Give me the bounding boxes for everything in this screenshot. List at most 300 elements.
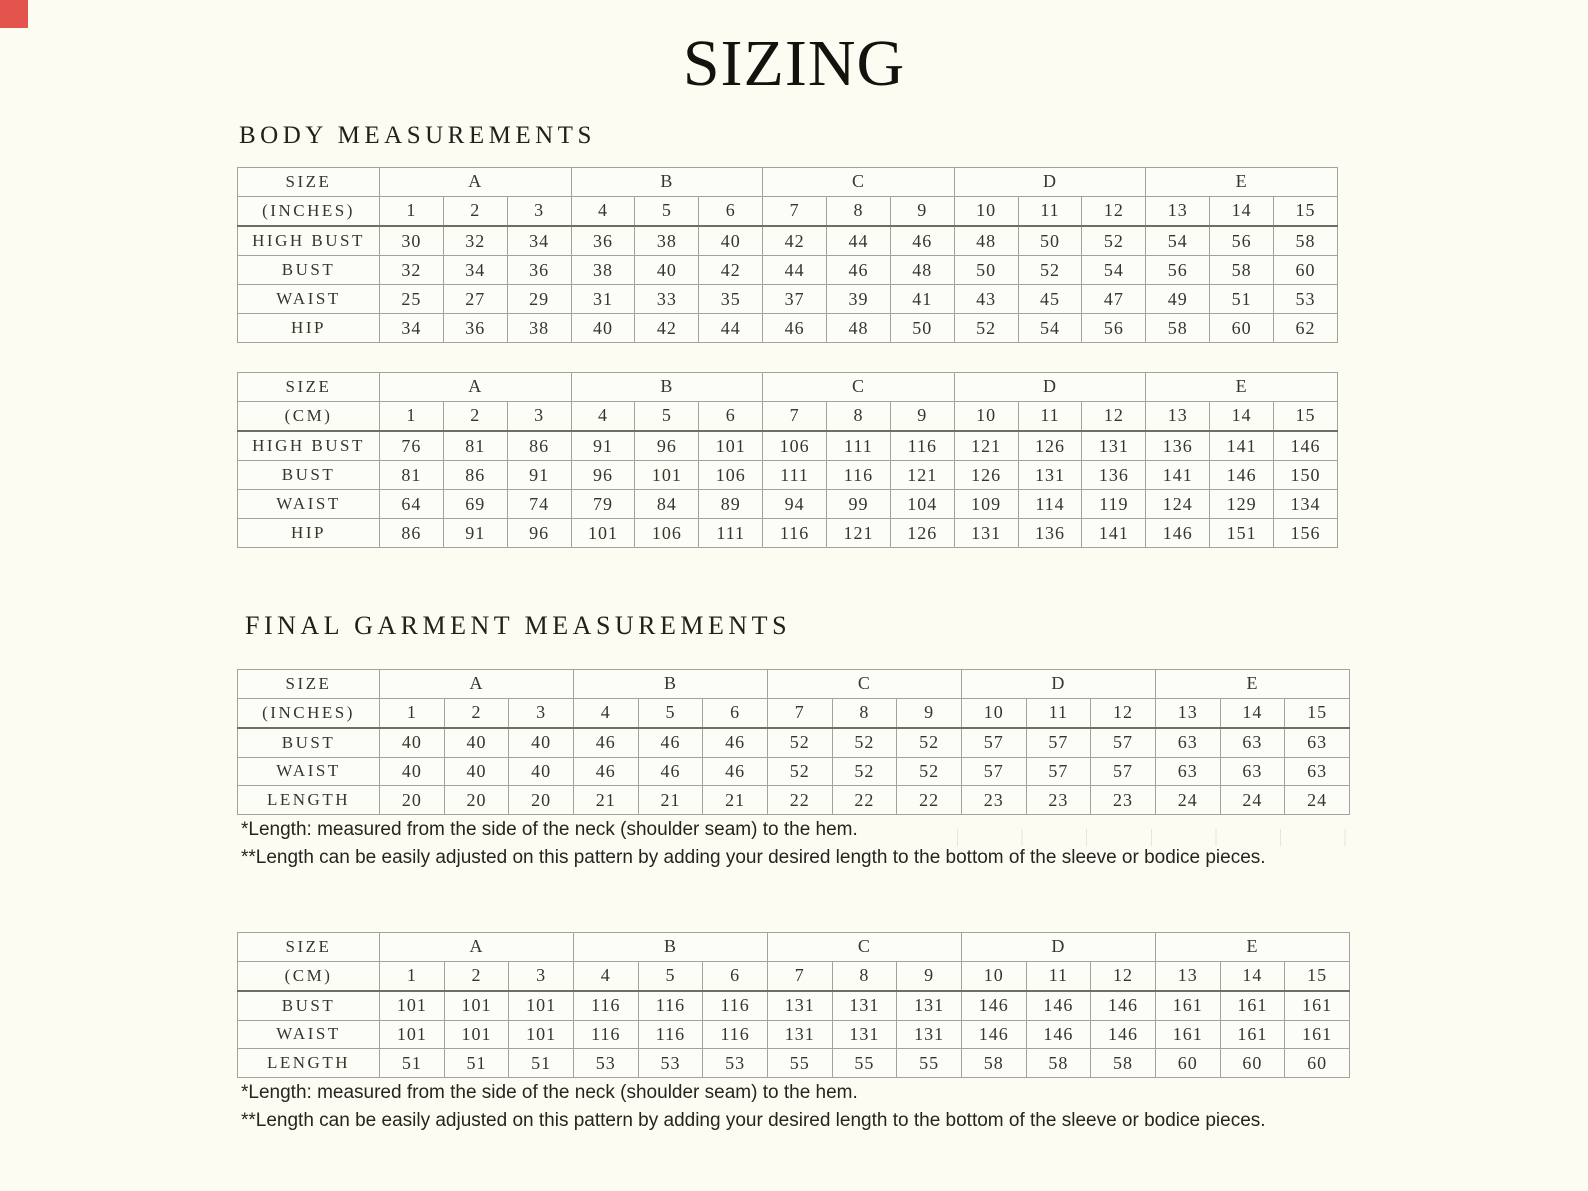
measurement-cell: 101: [380, 991, 445, 1020]
measurement-cell: 161: [1155, 1020, 1220, 1049]
size-number-cell: 6: [703, 961, 768, 990]
size-number-cell: 2: [443, 196, 507, 226]
size-table: [237, 372, 1338, 548]
measurement-row: [238, 519, 1338, 548]
group-header-cell: E: [1146, 373, 1338, 402]
size-number-cell: 10: [954, 401, 1018, 431]
size-number-cell: 10: [961, 961, 1026, 990]
group-header-cell: D: [961, 933, 1155, 962]
measurement-cell: 52: [897, 728, 962, 757]
measurement-cell: 20: [444, 786, 509, 815]
measurement-row: [238, 314, 1338, 343]
measurement-cell: 40: [444, 728, 509, 757]
measurement-cell: 56: [1210, 226, 1274, 256]
size-number-cell: 13: [1146, 401, 1210, 431]
measurement-cell: 46: [638, 757, 703, 786]
size-number-cell: 5: [638, 698, 703, 727]
measurement-cell: 60: [1210, 314, 1274, 343]
measurement-cell: 21: [573, 786, 638, 815]
row-label-cell: HIGH BUST: [238, 226, 380, 256]
measurement-cell: 34: [507, 226, 571, 256]
size-number-cell: 4: [573, 961, 638, 990]
group-header-cell: A: [380, 933, 574, 962]
size-number-cell: 15: [1285, 698, 1350, 727]
measurement-cell: 141: [1146, 461, 1210, 490]
size-number-cell: 3: [507, 401, 571, 431]
group-header-cell: B: [573, 670, 767, 699]
group-header-cell: B: [573, 933, 767, 962]
measurement-cell: 46: [638, 728, 703, 757]
length-note-1: *Length: measured from the side of the neck (shoulder seam) to the hem.: [241, 1082, 858, 1103]
measurement-cell: 62: [1274, 314, 1338, 343]
measurement-cell: 46: [703, 757, 768, 786]
group-header-cell: D: [954, 373, 1146, 402]
measurement-cell: 116: [573, 991, 638, 1020]
measurement-cell: 101: [444, 991, 509, 1020]
measurement-cell: 106: [763, 431, 827, 461]
measurement-cell: 101: [635, 461, 699, 490]
measurement-cell: 131: [897, 991, 962, 1020]
size-number-cell: 6: [703, 698, 768, 727]
measurement-cell: 146: [961, 1020, 1026, 1049]
row-label-cell: WAIST: [238, 490, 380, 519]
measurement-cell: 81: [443, 431, 507, 461]
size-number-cell: 9: [890, 401, 954, 431]
measurement-cell: 79: [571, 490, 635, 519]
measurement-cell: 146: [1026, 1020, 1091, 1049]
measurement-row: [238, 786, 1350, 815]
measurement-cell: 55: [767, 1049, 832, 1078]
measurement-cell: 57: [1026, 728, 1091, 757]
measurement-cell: 146: [1274, 431, 1338, 461]
measurement-cell: 86: [380, 519, 444, 548]
measurement-cell: 58: [1274, 226, 1338, 256]
group-header-cell: A: [380, 373, 572, 402]
measurement-cell: 58: [1091, 1049, 1156, 1078]
size-number-cell: 8: [832, 698, 897, 727]
measurement-cell: 101: [699, 431, 763, 461]
measurement-cell: 116: [827, 461, 891, 490]
measurement-cell: 121: [890, 461, 954, 490]
measurement-cell: 151: [1210, 519, 1274, 548]
measurement-cell: 30: [380, 226, 444, 256]
measurement-cell: 141: [1210, 431, 1274, 461]
measurement-cell: 116: [703, 1020, 768, 1049]
group-header-cell: D: [954, 168, 1146, 197]
size-number-cell: 14: [1220, 961, 1285, 990]
measurement-cell: 116: [638, 1020, 703, 1049]
measurement-cell: 23: [961, 786, 1026, 815]
measurement-cell: 48: [954, 226, 1018, 256]
measurement-row: [238, 461, 1338, 490]
measurement-cell: 52: [767, 728, 832, 757]
length-note-1: *Length: measured from the side of the neck (shoulder seam) to the hem.: [241, 819, 858, 840]
measurement-cell: 161: [1285, 991, 1350, 1020]
size-number-cell: 15: [1285, 961, 1350, 990]
measurement-cell: 56: [1082, 314, 1146, 343]
measurement-cell: 126: [890, 519, 954, 548]
measurement-cell: 46: [573, 757, 638, 786]
measurement-cell: 136: [1018, 519, 1082, 548]
size-header-cell: SIZE: [238, 373, 380, 402]
measurement-cell: 114: [1018, 490, 1082, 519]
measurement-cell: 104: [890, 490, 954, 519]
group-header-cell: E: [1155, 933, 1349, 962]
measurement-cell: 34: [380, 314, 444, 343]
measurement-cell: 101: [380, 1020, 445, 1049]
row-label-cell: HIP: [238, 314, 380, 343]
size-number-cell: 7: [763, 196, 827, 226]
measurement-cell: 53: [1274, 285, 1338, 314]
row-label-cell: BUST: [238, 991, 380, 1020]
unit-label-cell: (INCHES): [238, 698, 380, 727]
size-header-cell: SIZE: [238, 670, 380, 699]
measurement-cell: 58: [1026, 1049, 1091, 1078]
size-number-cell: 1: [380, 698, 445, 727]
group-header-cell: C: [763, 168, 955, 197]
measurement-cell: 46: [703, 728, 768, 757]
measurement-cell: 126: [1018, 431, 1082, 461]
measurement-cell: 141: [1082, 519, 1146, 548]
unit-label-cell: (INCHES): [238, 196, 380, 226]
measurement-cell: 46: [827, 256, 891, 285]
measurement-cell: 116: [763, 519, 827, 548]
measurement-cell: 40: [380, 728, 445, 757]
measurement-cell: 41: [890, 285, 954, 314]
measurement-cell: 52: [767, 757, 832, 786]
measurement-row: [238, 431, 1338, 461]
row-label-cell: HIP: [238, 519, 380, 548]
measurement-cell: 131: [1082, 431, 1146, 461]
size-number-cell: 2: [444, 698, 509, 727]
measurement-cell: 64: [380, 490, 444, 519]
measurement-cell: 53: [573, 1049, 638, 1078]
measurement-cell: 25: [380, 285, 444, 314]
size-number-cell: 11: [1026, 961, 1091, 990]
size-number-cell: 7: [767, 698, 832, 727]
measurement-cell: 53: [638, 1049, 703, 1078]
measurement-cell: 55: [897, 1049, 962, 1078]
measurement-cell: 89: [699, 490, 763, 519]
measurement-cell: 91: [571, 431, 635, 461]
measurement-cell: 101: [571, 519, 635, 548]
row-label-cell: LENGTH: [238, 786, 380, 815]
group-header-cell: C: [767, 933, 961, 962]
measurement-cell: 109: [954, 490, 1018, 519]
measurement-cell: 51: [1210, 285, 1274, 314]
group-header-cell: B: [571, 168, 763, 197]
measurement-cell: 121: [954, 431, 1018, 461]
measurement-cell: 96: [507, 519, 571, 548]
size-header-cell: SIZE: [238, 168, 380, 197]
size-number-cell: 3: [509, 961, 574, 990]
measurement-cell: 63: [1155, 728, 1220, 757]
measurement-cell: 116: [573, 1020, 638, 1049]
measurement-cell: 29: [507, 285, 571, 314]
measurement-cell: 111: [699, 519, 763, 548]
size-number-cell: 10: [961, 698, 1026, 727]
size-number-cell: 12: [1091, 961, 1156, 990]
measurement-cell: 38: [635, 226, 699, 256]
measurement-cell: 111: [827, 431, 891, 461]
size-number-cell: 9: [890, 196, 954, 226]
size-number-cell: 13: [1155, 698, 1220, 727]
size-number-cell: 4: [571, 401, 635, 431]
measurement-cell: 116: [638, 991, 703, 1020]
measurement-cell: 27: [443, 285, 507, 314]
measurement-cell: 106: [635, 519, 699, 548]
size-number-cell: 2: [444, 961, 509, 990]
measurement-cell: 39: [827, 285, 891, 314]
measurement-cell: 22: [767, 786, 832, 815]
length-note-2: **Length can be easily adjusted on this pattern by adding your desired length to the bottom of the sleeve or bodice pieces.: [241, 847, 1266, 868]
size-number-cell: 1: [380, 196, 444, 226]
measurement-cell: 22: [897, 786, 962, 815]
measurement-cell: 57: [1091, 757, 1156, 786]
measurement-cell: 119: [1082, 490, 1146, 519]
measurement-cell: 54: [1018, 314, 1082, 343]
size-header-cell: SIZE: [238, 933, 380, 962]
length-notes-cm: [241, 1083, 1421, 1139]
measurement-cell: 48: [890, 256, 954, 285]
group-header-cell: C: [763, 373, 955, 402]
measurement-cell: 46: [890, 226, 954, 256]
measurement-cell: 101: [509, 1020, 574, 1049]
measurement-cell: 121: [827, 519, 891, 548]
size-table: [237, 932, 1350, 1078]
measurement-cell: 131: [767, 991, 832, 1020]
measurement-cell: 50: [890, 314, 954, 343]
size-number-cell: 1: [380, 961, 445, 990]
measurement-cell: 50: [954, 256, 1018, 285]
measurement-cell: 22: [832, 786, 897, 815]
size-number-cell: 5: [635, 196, 699, 226]
measurement-cell: 146: [961, 991, 1026, 1020]
length-note-2: **Length can be easily adjusted on this pattern by adding your desired length to the bottom of the sleeve or bodice pieces.: [241, 1110, 1266, 1131]
measurement-cell: 36: [507, 256, 571, 285]
measurement-cell: 136: [1082, 461, 1146, 490]
measurement-cell: 49: [1146, 285, 1210, 314]
measurement-cell: 60: [1274, 256, 1338, 285]
measurement-cell: 161: [1155, 991, 1220, 1020]
measurement-row: [238, 285, 1338, 314]
measurement-cell: 42: [699, 256, 763, 285]
size-number-cell: 14: [1220, 698, 1285, 727]
measurement-cell: 40: [444, 757, 509, 786]
measurement-cell: 58: [961, 1049, 1026, 1078]
measurement-cell: 21: [703, 786, 768, 815]
row-label-cell: WAIST: [238, 1020, 380, 1049]
size-number-cell: 8: [832, 961, 897, 990]
measurement-cell: 69: [443, 490, 507, 519]
measurement-cell: 56: [1146, 256, 1210, 285]
size-number-cell: 5: [638, 961, 703, 990]
measurement-cell: 63: [1285, 757, 1350, 786]
measurement-cell: 131: [954, 519, 1018, 548]
measurement-cell: 161: [1285, 1020, 1350, 1049]
measurement-cell: 40: [635, 256, 699, 285]
measurement-cell: 21: [638, 786, 703, 815]
measurement-cell: 91: [443, 519, 507, 548]
measurement-cell: 156: [1274, 519, 1338, 548]
body-measurements-inches-table: [237, 167, 1338, 343]
measurement-cell: 146: [1146, 519, 1210, 548]
measurement-cell: 136: [1146, 431, 1210, 461]
measurement-cell: 96: [635, 431, 699, 461]
measurement-cell: 124: [1146, 490, 1210, 519]
measurement-cell: 146: [1091, 991, 1156, 1020]
measurement-cell: 31: [571, 285, 635, 314]
measurement-cell: 63: [1220, 728, 1285, 757]
measurement-cell: 131: [767, 1020, 832, 1049]
measurement-row: [238, 757, 1350, 786]
group-header-cell: C: [767, 670, 961, 699]
measurement-cell: 36: [571, 226, 635, 256]
measurement-cell: 35: [699, 285, 763, 314]
final-garment-cm-table: [237, 932, 1350, 1078]
measurement-cell: 57: [1091, 728, 1156, 757]
row-label-cell: WAIST: [238, 757, 380, 786]
measurement-cell: 32: [443, 226, 507, 256]
measurement-cell: 63: [1220, 757, 1285, 786]
measurement-cell: 146: [1210, 461, 1274, 490]
measurement-cell: 50: [1018, 226, 1082, 256]
measurement-cell: 40: [571, 314, 635, 343]
measurement-cell: 33: [635, 285, 699, 314]
measurement-cell: 23: [1091, 786, 1156, 815]
measurement-cell: 23: [1026, 786, 1091, 815]
measurement-cell: 54: [1146, 226, 1210, 256]
row-label-cell: LENGTH: [238, 1049, 380, 1078]
measurement-cell: 24: [1220, 786, 1285, 815]
measurement-cell: 53: [703, 1049, 768, 1078]
size-number-cell: 9: [897, 698, 962, 727]
size-number-cell: 8: [827, 196, 891, 226]
measurement-cell: 52: [832, 757, 897, 786]
measurement-cell: 47: [1082, 285, 1146, 314]
row-label-cell: BUST: [238, 728, 380, 757]
size-number-cell: 3: [507, 196, 571, 226]
measurement-cell: 52: [1082, 226, 1146, 256]
size-number-cell: 12: [1082, 196, 1146, 226]
measurement-row: [238, 1049, 1350, 1078]
measurement-cell: 51: [444, 1049, 509, 1078]
measurement-cell: 44: [763, 256, 827, 285]
measurement-cell: 51: [509, 1049, 574, 1078]
group-header-cell: A: [380, 670, 574, 699]
row-label-cell: WAIST: [238, 285, 380, 314]
measurement-cell: 101: [444, 1020, 509, 1049]
size-table: [237, 669, 1350, 815]
measurement-cell: 84: [635, 490, 699, 519]
measurement-row: [238, 1020, 1350, 1049]
measurement-cell: 44: [699, 314, 763, 343]
page-title: SIZING: [682, 27, 906, 100]
size-number-cell: 7: [763, 401, 827, 431]
size-number-cell: 3: [509, 698, 574, 727]
measurement-cell: 99: [827, 490, 891, 519]
measurement-cell: 43: [954, 285, 1018, 314]
measurement-row: [238, 490, 1338, 519]
size-number-cell: 14: [1210, 401, 1274, 431]
measurement-cell: 24: [1155, 786, 1220, 815]
measurement-cell: 91: [507, 461, 571, 490]
measurement-cell: 40: [509, 757, 574, 786]
measurement-cell: 131: [832, 1020, 897, 1049]
measurement-cell: 38: [507, 314, 571, 343]
measurement-cell: 106: [699, 461, 763, 490]
size-number-cell: 2: [443, 401, 507, 431]
measurement-cell: 24: [1285, 786, 1350, 815]
size-number-cell: 6: [699, 401, 763, 431]
size-number-cell: 13: [1146, 196, 1210, 226]
measurement-cell: 36: [443, 314, 507, 343]
length-notes-inches: [241, 820, 1421, 876]
measurement-row: [238, 256, 1338, 285]
measurement-cell: 20: [380, 786, 445, 815]
measurement-cell: 42: [763, 226, 827, 256]
unit-label-cell: (CM): [238, 961, 380, 990]
measurement-cell: 46: [573, 728, 638, 757]
measurement-cell: 146: [1026, 991, 1091, 1020]
measurement-cell: 58: [1210, 256, 1274, 285]
group-header-cell: B: [571, 373, 763, 402]
measurement-row: [238, 226, 1338, 256]
measurement-cell: 55: [832, 1049, 897, 1078]
group-header-cell: E: [1146, 168, 1338, 197]
size-number-cell: 15: [1274, 401, 1338, 431]
group-header-cell: D: [961, 670, 1155, 699]
size-number-cell: 4: [573, 698, 638, 727]
size-number-cell: 13: [1155, 961, 1220, 990]
measurement-cell: 131: [1018, 461, 1082, 490]
measurement-cell: 86: [507, 431, 571, 461]
size-number-cell: 15: [1274, 196, 1338, 226]
size-number-cell: 8: [827, 401, 891, 431]
measurement-cell: 48: [827, 314, 891, 343]
measurement-cell: 76: [380, 431, 444, 461]
size-number-cell: 1: [380, 401, 444, 431]
size-number-cell: 11: [1026, 698, 1091, 727]
body-measurements-heading: BODY MEASUREMENTS: [239, 122, 596, 149]
measurement-cell: 161: [1220, 1020, 1285, 1049]
measurement-cell: 146: [1091, 1020, 1156, 1049]
size-number-cell: 12: [1091, 698, 1156, 727]
size-table: [237, 167, 1338, 343]
final-garment-heading: FINAL GARMENT MEASUREMENTS: [245, 611, 792, 640]
measurement-cell: 161: [1220, 991, 1285, 1020]
measurement-cell: 44: [827, 226, 891, 256]
measurement-cell: 111: [763, 461, 827, 490]
size-number-cell: 11: [1018, 401, 1082, 431]
measurement-cell: 46: [763, 314, 827, 343]
measurement-cell: 129: [1210, 490, 1274, 519]
measurement-cell: 57: [1026, 757, 1091, 786]
measurement-cell: 20: [509, 786, 574, 815]
measurement-cell: 57: [961, 757, 1026, 786]
measurement-cell: 38: [571, 256, 635, 285]
measurement-cell: 52: [897, 757, 962, 786]
final-garment-inches-table: [237, 669, 1350, 815]
measurement-cell: 116: [703, 991, 768, 1020]
measurement-cell: 52: [1018, 256, 1082, 285]
size-number-cell: 9: [897, 961, 962, 990]
measurement-cell: 42: [635, 314, 699, 343]
size-number-cell: 11: [1018, 196, 1082, 226]
measurement-cell: 34: [443, 256, 507, 285]
measurement-cell: 37: [763, 285, 827, 314]
size-number-cell: 10: [954, 196, 1018, 226]
